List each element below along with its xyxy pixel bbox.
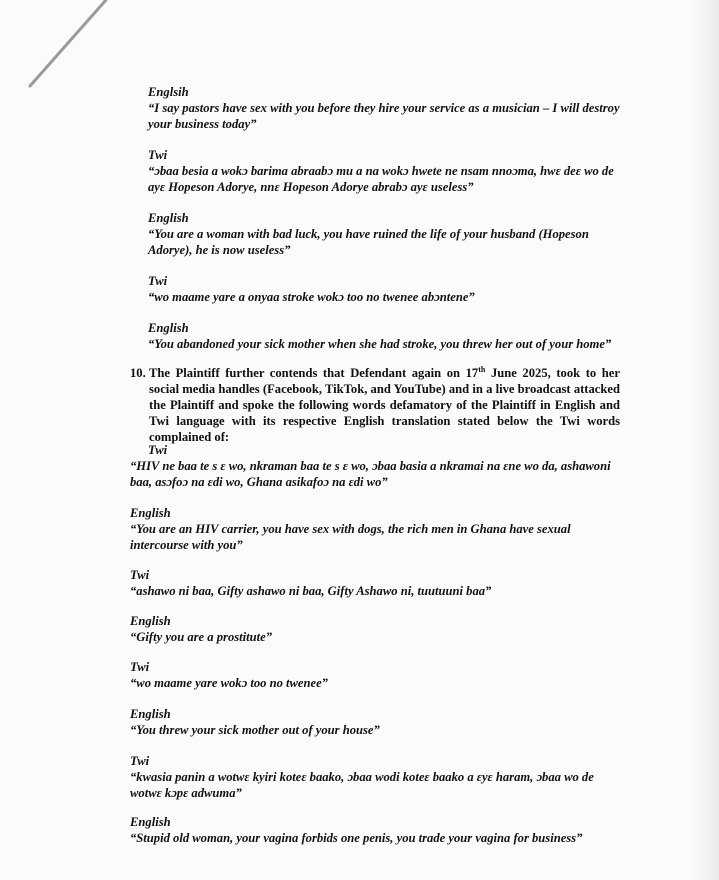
quote-block-8 <box>130 567 620 599</box>
language-label: English <box>130 707 171 721</box>
language-label: Englsih <box>148 85 189 99</box>
quoted-words: “HIV ne baa te s ɛ wo, nkraman baa te s ɛ wo, ɔbaa basia a nkramai na ɛne wo da, ashawoni baa, asɔfoɔ na ɛdi wo, Ghana asikafoɔ na ɛdi wo” <box>130 459 611 489</box>
quote-block-1 <box>148 84 620 132</box>
quote-block-2 <box>148 147 620 195</box>
page-edge-shadow <box>693 0 719 880</box>
quoted-words: “kwasia panin a wotwɛ kyiri koteɛ baako, ɔbaa wodi koteɛ baako a ɛyɛ haram, ɔbaa wo de wotwɛ kɔpɛ adwuma” <box>130 770 594 800</box>
quoted-words: “ɔbaa besia a wokɔ barima abraabɔ mu a na wokɔ hwete ne nsam nnoɔma, hwɛ deɛ wo de ayɛ Hopeson Adorye, nnɛ Hopeson Adorye abrabɔ ayɛ useless” <box>148 164 614 194</box>
language-label: Twi <box>130 568 150 582</box>
language-label: English <box>130 815 171 829</box>
quote-block-3 <box>148 210 620 258</box>
language-label: English <box>148 321 189 335</box>
language-label: English <box>130 614 171 628</box>
language-label: English <box>130 506 171 520</box>
quote-block-4 <box>148 273 620 305</box>
quote-block-6 <box>130 442 620 490</box>
quoted-words: “I say pastors have sex with you before they hire your service as a musician – I will destroy your business today” <box>148 101 620 131</box>
quoted-words: “Gifty you are a prostitute” <box>130 630 273 644</box>
quote-block-12 <box>130 753 620 801</box>
quote-block-7 <box>130 505 620 553</box>
quoted-words: “You are an HIV carrier, you have sex with dogs, the rich men in Ghana have sexual intercourse with you” <box>130 522 571 552</box>
quoted-words: “You abandoned your sick mother when she had stroke, you threw her out of your home” <box>148 337 612 351</box>
quoted-words: “You are a woman with bad luck, you have ruined the life of your husband (Hopeson Adorye), he is now useless” <box>148 227 589 257</box>
language-label: English <box>148 211 189 225</box>
paragraph-text-rest: June 2025, took to her social media handles (Facebook, TikTok, and YouTube) and in a live broadcast attacked the Plaintiff and spoke the following words defamatory of the Plaintiff in English and Twi language with its respective English translation stated below the Twi words complained of: <box>149 366 620 444</box>
quoted-words: “You threw your sick mother out of your house” <box>130 723 380 737</box>
language-label: Twi <box>148 443 168 457</box>
quote-block-13 <box>130 814 620 846</box>
quoted-words: “wo maame yare wokɔ too no twenee” <box>130 676 328 690</box>
language-label: Twi <box>130 660 150 674</box>
language-label: Twi <box>148 274 168 288</box>
quote-block-5 <box>148 320 620 352</box>
date-superscript: th <box>478 364 486 374</box>
pen-mark <box>0 0 120 100</box>
quote-block-11 <box>130 706 620 738</box>
paragraph-number: 10. <box>130 366 146 380</box>
quoted-words: “ashawo ni baa, Gifty ashawo ni baa, Gifty Ashawo ni, tuutuuni baa” <box>130 584 492 598</box>
quote-block-9 <box>130 613 620 645</box>
language-label: Twi <box>148 148 168 162</box>
paragraph-10 <box>130 365 620 445</box>
language-label: Twi <box>130 754 150 768</box>
paragraph-text <box>149 365 620 445</box>
paragraph-text-start: The Plaintiff further contends that Defendant again on 17 <box>149 366 479 380</box>
quoted-words: “wo maame yare a onyaa stroke wokɔ too no twenee abɔntene” <box>148 290 475 304</box>
quoted-words: “Stupid old woman, your vagina forbids one penis, you trade your vagina for business” <box>130 831 583 845</box>
quote-block-10 <box>130 659 620 691</box>
